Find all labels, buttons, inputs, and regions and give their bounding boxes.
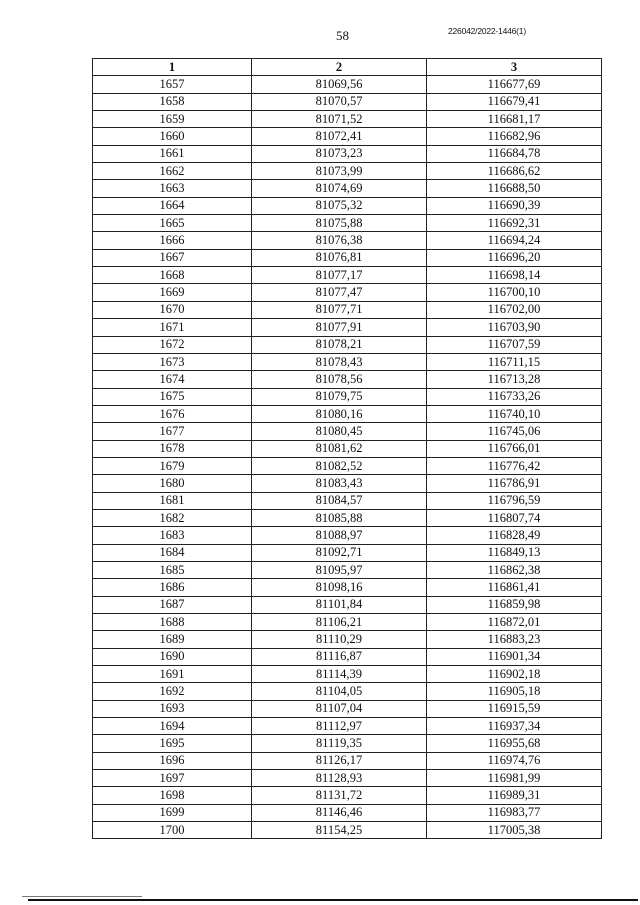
- table-cell-col2: 81119,35: [252, 735, 427, 752]
- table-row: [93, 145, 602, 162]
- table-cell-col2: 81114,39: [252, 666, 427, 683]
- table-row: [93, 804, 602, 821]
- table-cell-col1: 1662: [93, 163, 252, 180]
- table-row: [93, 405, 602, 422]
- table-cell-col3: 116703,90: [427, 319, 602, 336]
- table-cell-col1: 1679: [93, 457, 252, 474]
- table-cell-col1: 1692: [93, 683, 252, 700]
- table-row: [93, 544, 602, 561]
- table-cell-col1: 1697: [93, 770, 252, 787]
- table-cell-col1: 1688: [93, 614, 252, 631]
- table-cell-col3: 116796,59: [427, 492, 602, 509]
- table-cell-col2: 81092,71: [252, 544, 427, 561]
- table-cell-col1: 1687: [93, 596, 252, 613]
- table-row: [93, 440, 602, 457]
- table-cell-col2: 81116,87: [252, 648, 427, 665]
- table-cell-col2: 81076,81: [252, 249, 427, 266]
- table-cell-col1: 1684: [93, 544, 252, 561]
- table-cell-col2: 81070,57: [252, 93, 427, 110]
- table-cell-col3: 116713,28: [427, 371, 602, 388]
- table-cell-col1: 1664: [93, 197, 252, 214]
- header-row: [93, 59, 602, 76]
- table-row: [93, 700, 602, 717]
- table-cell-col1: 1700: [93, 822, 252, 839]
- column-header-1: 1: [93, 59, 252, 76]
- footer-rule-thin: [22, 896, 142, 897]
- table-cell-col2: 81085,88: [252, 509, 427, 526]
- table-row: [93, 596, 602, 613]
- table-cell-col1: 1695: [93, 735, 252, 752]
- table-row: [93, 301, 602, 318]
- table-cell-col3: 116974,76: [427, 752, 602, 769]
- table-cell-col2: 81079,75: [252, 388, 427, 405]
- table-cell-col2: 81069,56: [252, 76, 427, 93]
- table-row: [93, 752, 602, 769]
- coordinates-table: [92, 58, 602, 839]
- table-row: [93, 631, 602, 648]
- table-row: [93, 197, 602, 214]
- table-cell-col3: 116859,98: [427, 596, 602, 613]
- table-cell-col1: 1672: [93, 336, 252, 353]
- table-cell-col2: 81106,21: [252, 614, 427, 631]
- table-row: [93, 93, 602, 110]
- table-cell-col1: 1693: [93, 700, 252, 717]
- table-cell-col1: 1657: [93, 76, 252, 93]
- table-cell-col1: 1694: [93, 718, 252, 735]
- table-cell-col2: 81077,71: [252, 301, 427, 318]
- table-cell-col1: 1674: [93, 371, 252, 388]
- table-cell-col1: 1666: [93, 232, 252, 249]
- table-row: [93, 111, 602, 128]
- table-cell-col1: 1683: [93, 527, 252, 544]
- table-cell-col3: 117005,38: [427, 822, 602, 839]
- table-cell-col1: 1659: [93, 111, 252, 128]
- table-cell-col1: 1665: [93, 215, 252, 232]
- table-cell-col3: 116862,38: [427, 561, 602, 578]
- table-cell-col3: 116901,34: [427, 648, 602, 665]
- table-cell-col3: 116766,01: [427, 440, 602, 457]
- table-cell-col3: 116902,18: [427, 666, 602, 683]
- table-row: [93, 423, 602, 440]
- table-cell-col2: 81131,72: [252, 787, 427, 804]
- table-cell-col1: 1676: [93, 405, 252, 422]
- table-cell-col2: 81074,69: [252, 180, 427, 197]
- table-cell-col2: 81080,45: [252, 423, 427, 440]
- table-row: [93, 614, 602, 631]
- table-cell-col2: 81082,52: [252, 457, 427, 474]
- table-row: [93, 215, 602, 232]
- table-cell-col3: 116983,77: [427, 804, 602, 821]
- table-cell-col2: 81078,56: [252, 371, 427, 388]
- table-cell-col3: 116786,91: [427, 475, 602, 492]
- table-row: [93, 249, 602, 266]
- table-cell-col3: 116677,69: [427, 76, 602, 93]
- table-cell-col1: 1661: [93, 145, 252, 162]
- table-cell-col2: 81088,97: [252, 527, 427, 544]
- table-cell-col2: 81077,91: [252, 319, 427, 336]
- table-row: [93, 527, 602, 544]
- table-cell-col1: 1669: [93, 284, 252, 301]
- table-cell-col3: 116745,06: [427, 423, 602, 440]
- table-cell-col3: 116686,62: [427, 163, 602, 180]
- table-cell-col3: 116692,31: [427, 215, 602, 232]
- column-header-2: 2: [252, 59, 427, 76]
- page-number: 58: [336, 28, 349, 43]
- table-cell-col1: 1691: [93, 666, 252, 683]
- table-cell-col2: 81084,57: [252, 492, 427, 509]
- table-row: [93, 509, 602, 526]
- table-cell-col2: 81146,46: [252, 804, 427, 821]
- table-cell-col1: 1698: [93, 787, 252, 804]
- table-row: [93, 284, 602, 301]
- table-cell-col2: 81075,32: [252, 197, 427, 214]
- table-header: [93, 59, 602, 76]
- table-cell-col3: 116733,26: [427, 388, 602, 405]
- table-cell-col2: 81154,25: [252, 822, 427, 839]
- table-cell-col3: 116694,24: [427, 232, 602, 249]
- table-body: [93, 76, 602, 839]
- table-row: [93, 353, 602, 370]
- table-row: [93, 735, 602, 752]
- table-cell-col3: 116684,78: [427, 145, 602, 162]
- table-cell-col2: 81071,52: [252, 111, 427, 128]
- table-cell-col3: 116861,41: [427, 579, 602, 596]
- table-row: [93, 388, 602, 405]
- table-cell-col1: 1682: [93, 509, 252, 526]
- table-cell-col2: 81075,88: [252, 215, 427, 232]
- table-row: [93, 371, 602, 388]
- table-cell-col3: 116682,96: [427, 128, 602, 145]
- table-cell-col1: 1668: [93, 267, 252, 284]
- table-cell-col1: 1678: [93, 440, 252, 457]
- table-cell-col1: 1660: [93, 128, 252, 145]
- document-reference: 226042/2022-1446(1): [448, 26, 526, 36]
- table-cell-col1: 1699: [93, 804, 252, 821]
- table-cell-col1: 1667: [93, 249, 252, 266]
- table-cell-col2: 81095,97: [252, 561, 427, 578]
- table-cell-col1: 1696: [93, 752, 252, 769]
- table-cell-col3: 116696,20: [427, 249, 602, 266]
- table-cell-col3: 116937,34: [427, 718, 602, 735]
- table-cell-col2: 81076,38: [252, 232, 427, 249]
- table-cell-col1: 1690: [93, 648, 252, 665]
- table-cell-col1: 1681: [93, 492, 252, 509]
- table-row: [93, 787, 602, 804]
- table-cell-col3: 116688,50: [427, 180, 602, 197]
- table-cell-col1: 1680: [93, 475, 252, 492]
- table-row: [93, 475, 602, 492]
- table-cell-col3: 116698,14: [427, 267, 602, 284]
- table-cell-col2: 81104,05: [252, 683, 427, 700]
- table-cell-col3: 116740,10: [427, 405, 602, 422]
- table-cell-col1: 1686: [93, 579, 252, 596]
- table-row: [93, 180, 602, 197]
- table-cell-col2: 81073,23: [252, 145, 427, 162]
- table-cell-col2: 81073,99: [252, 163, 427, 180]
- table-row: [93, 128, 602, 145]
- table-cell-col3: 116707,59: [427, 336, 602, 353]
- table-cell-col2: 81101,84: [252, 596, 427, 613]
- table-cell-col1: 1675: [93, 388, 252, 405]
- table-row: [93, 267, 602, 284]
- table-cell-col3: 116679,41: [427, 93, 602, 110]
- table-row: [93, 561, 602, 578]
- table-row: [93, 666, 602, 683]
- table-cell-col3: 116915,59: [427, 700, 602, 717]
- table-cell-col2: 81128,93: [252, 770, 427, 787]
- table-cell-col1: 1685: [93, 561, 252, 578]
- table-row: [93, 319, 602, 336]
- table-cell-col3: 116807,74: [427, 509, 602, 526]
- table-row: [93, 163, 602, 180]
- table-cell-col2: 81077,17: [252, 267, 427, 284]
- table-row: [93, 336, 602, 353]
- table-row: [93, 232, 602, 249]
- table-row: [93, 76, 602, 93]
- table-row: [93, 718, 602, 735]
- table-cell-col3: 116690,39: [427, 197, 602, 214]
- table-cell-col3: 116872,01: [427, 614, 602, 631]
- table-row: [93, 683, 602, 700]
- table-cell-col2: 81098,16: [252, 579, 427, 596]
- table-cell-col1: 1671: [93, 319, 252, 336]
- column-header-3: 3: [427, 59, 602, 76]
- table-cell-col2: 81107,04: [252, 700, 427, 717]
- table-cell-col2: 81078,21: [252, 336, 427, 353]
- table-cell-col3: 116702,00: [427, 301, 602, 318]
- table-cell-col1: 1689: [93, 631, 252, 648]
- table-cell-col3: 116849,13: [427, 544, 602, 561]
- table-cell-col1: 1673: [93, 353, 252, 370]
- table-cell-col2: 81072,41: [252, 128, 427, 145]
- table-cell-col3: 116981,99: [427, 770, 602, 787]
- table-cell-col3: 116700,10: [427, 284, 602, 301]
- footer-rule: [28, 899, 638, 901]
- table-cell-col3: 116955,68: [427, 735, 602, 752]
- table-cell-col2: 81110,29: [252, 631, 427, 648]
- table-row: [93, 492, 602, 509]
- table-cell-col2: 81083,43: [252, 475, 427, 492]
- table-cell-col3: 116776,42: [427, 457, 602, 474]
- table-cell-col2: 81126,17: [252, 752, 427, 769]
- table-cell-col2: 81078,43: [252, 353, 427, 370]
- table-cell-col3: 116711,15: [427, 353, 602, 370]
- table-cell-col1: 1670: [93, 301, 252, 318]
- table-cell-col3: 116883,23: [427, 631, 602, 648]
- table-cell-col3: 116681,17: [427, 111, 602, 128]
- table-row: [93, 579, 602, 596]
- table-row: [93, 770, 602, 787]
- table-cell-col1: 1663: [93, 180, 252, 197]
- table-cell-col3: 116989,31: [427, 787, 602, 804]
- table-cell-col2: 81077,47: [252, 284, 427, 301]
- table-cell-col3: 116905,18: [427, 683, 602, 700]
- table-cell-col2: 81081,62: [252, 440, 427, 457]
- table-row: [93, 822, 602, 839]
- table-cell-col1: 1658: [93, 93, 252, 110]
- table-row: [93, 457, 602, 474]
- table-row: [93, 648, 602, 665]
- table-cell-col2: 81080,16: [252, 405, 427, 422]
- table-cell-col1: 1677: [93, 423, 252, 440]
- table-cell-col3: 116828,49: [427, 527, 602, 544]
- table-cell-col2: 81112,97: [252, 718, 427, 735]
